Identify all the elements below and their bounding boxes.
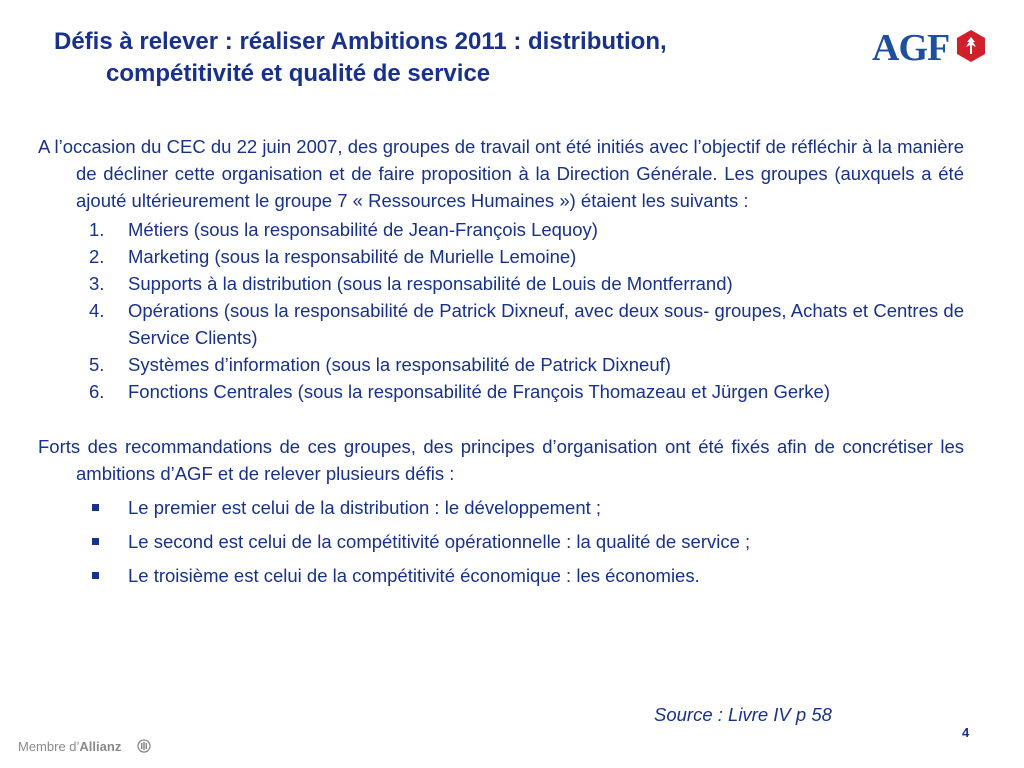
- list-item-text: Supports à la distribution (sous la responsabilité de Louis de Montferrand): [128, 273, 733, 294]
- agf-logo: [872, 28, 990, 68]
- agf-eagle-icon: [956, 30, 986, 62]
- list-item-text: Fonctions Centrales (sous la responsabilité de François Thomazeau et Jürgen Gerke): [128, 381, 830, 402]
- member-brand: Allianz: [79, 739, 122, 754]
- list-number: 5.: [89, 354, 105, 375]
- list-item-text: Métiers (sous la responsabilité de Jean-François Lequoy): [128, 219, 598, 240]
- title-line-1: Défis à relever : réaliser Ambitions 2011 : distribution,: [54, 28, 667, 55]
- list-item: [38, 297, 964, 351]
- square-bullet-icon: [92, 538, 99, 545]
- slide-body: [38, 133, 964, 596]
- list-item: [38, 216, 964, 243]
- list-item: [38, 562, 964, 589]
- list-item-text: Le troisième est celui de la compétitivité économique : les économies.: [128, 565, 700, 586]
- list-item-text: Le premier est celui de la distribution : le développement ;: [128, 497, 602, 518]
- agf-logo-text: AGF: [872, 27, 950, 69]
- list-number: 3.: [89, 273, 105, 294]
- list-item: [38, 494, 964, 521]
- list-item-text: Marketing (sous la responsabilité de Murielle Lemoine): [128, 246, 577, 267]
- list-item-text: Le second est celui de la compétitivité opérationnelle : la qualité de service ;: [128, 531, 751, 552]
- list-item: [38, 378, 964, 405]
- page-number: 4: [962, 725, 970, 740]
- square-bullet-icon: [92, 572, 99, 579]
- list-item-text: Opérations (sous la responsabilité de Patrick Dixneuf, avec deux sous- groupes, Achats et Centres de Service Clients): [128, 300, 964, 348]
- working-groups-list: [38, 216, 964, 405]
- list-item: [38, 270, 964, 297]
- challenges-list: [38, 494, 964, 589]
- square-bullet-icon: [92, 504, 99, 511]
- slide-title: [54, 26, 814, 90]
- list-number: 6.: [89, 381, 105, 402]
- list-number: 1.: [89, 219, 105, 240]
- list-number: 4.: [89, 300, 105, 321]
- conclusion-paragraph: Forts des recommandations de ces groupes, des principes d’organisation ont été fixés afin de concrétiser les ambitions d’AGF et de relever plusieurs défis :: [38, 436, 964, 484]
- intro-paragraph: A l’occasion du CEC du 22 juin 2007, des groupes de travail ont été initiés avec l’objectif de réfléchir à la manière de décliner cette organisation et de faire proposition à la Direction Générale. Les groupes (auxquels a été ajouté ultérieurement le groupe 7 « Ressources Humaines ») étaient les suivants :: [38, 136, 964, 211]
- list-item: [38, 243, 964, 270]
- allianz-emblem-icon: [137, 739, 151, 753]
- list-item-text: Systèmes d’information (sous la responsabilité de Patrick Dixneuf): [128, 354, 671, 375]
- allianz-member-logo: [18, 739, 121, 754]
- member-prefix: Membre d’: [18, 739, 80, 754]
- list-item: [38, 351, 964, 378]
- source-note: Source : Livre IV p 58: [654, 704, 832, 725]
- title-line-2: compétitivité et qualité de service: [106, 60, 491, 87]
- list-number: 2.: [89, 246, 105, 267]
- spacer: [38, 405, 964, 433]
- list-item: [38, 528, 964, 555]
